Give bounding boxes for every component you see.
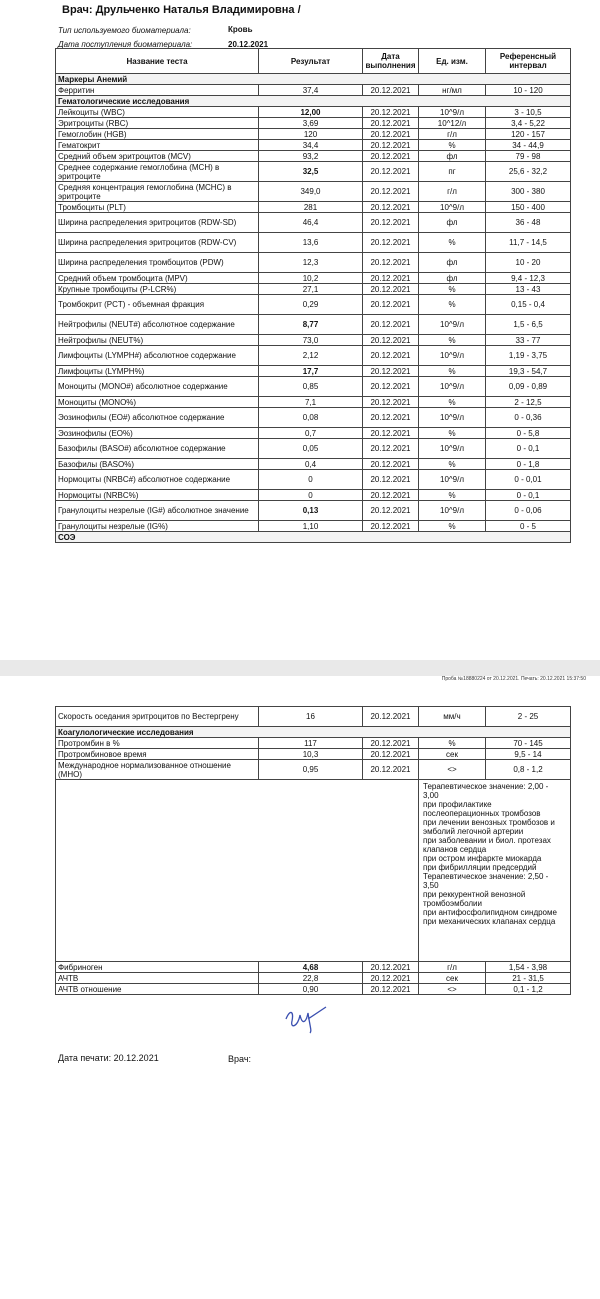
result-value: 4,68 [259, 962, 363, 973]
column-header-date: Дата выполнения [363, 49, 419, 74]
table-row [56, 760, 571, 780]
table-row [56, 984, 571, 995]
reference-interval: 0 - 5,8 [486, 428, 571, 439]
section-row [56, 727, 571, 738]
test-name: Моноциты (MONO#) абсолютное содержание [56, 377, 259, 397]
reference-interval: 300 - 380 [486, 182, 571, 202]
section-title: СОЭ [56, 532, 571, 543]
unit: пг [419, 162, 486, 182]
test-name: Средний объем эритроцитов (MCV) [56, 151, 259, 162]
table-row [56, 738, 571, 749]
completion-date: 20.12.2021 [363, 470, 419, 490]
reference-interval: 0,09 - 0,89 [486, 377, 571, 397]
received-date-label: Дата поступления биоматериала: [58, 40, 193, 49]
unit: % [419, 366, 486, 377]
completion-date: 20.12.2021 [363, 273, 419, 284]
reference-interval: 1,54 - 3,98 [486, 962, 571, 973]
unit: фл [419, 213, 486, 233]
result-value: 2,12 [259, 346, 363, 366]
results-table-page-2 [55, 706, 571, 995]
unit: <> [419, 760, 486, 780]
unit: 10^9/л [419, 107, 486, 118]
reference-interval: 0 - 0,06 [486, 501, 571, 521]
completion-date: 20.12.2021 [363, 490, 419, 501]
table-row [56, 129, 571, 140]
column-header-name: Название теста [56, 49, 259, 74]
biomaterial-value: Кровь [228, 25, 253, 34]
test-name: Нормоциты (NRBC%) [56, 490, 259, 501]
table-row [56, 118, 571, 129]
reference-interval: 21 - 31,5 [486, 973, 571, 984]
reference-interval: 79 - 98 [486, 151, 571, 162]
reference-interval: 1,5 - 6,5 [486, 315, 571, 335]
table-row [56, 213, 571, 233]
result-value: 32,5 [259, 162, 363, 182]
completion-date: 20.12.2021 [363, 233, 419, 253]
result-value: 120 [259, 129, 363, 140]
unit: фл [419, 273, 486, 284]
therapeutic-note: Терапевтическое значение: 2,00 - 3,00 при профилактике послеоперационных тромбозов при лечении венозных тромбозов и эмболий легочной артерии при заболевании и биол. протезах клапанов сердца при остром инфаркте миокарда при фибрилляции предсердий Терапевтическое значение: 2,50 - 3,50 при реккурентной венозной тромбоэмболии при антифосфолипидном синдроме при механических клапанах сердца [419, 780, 571, 962]
completion-date: 20.12.2021 [363, 521, 419, 532]
unit: % [419, 490, 486, 501]
column-header-ref: Референсный интервал [486, 49, 571, 74]
result-value: 1,10 [259, 521, 363, 532]
unit: 10^9/л [419, 408, 486, 428]
result-value: 16 [259, 707, 363, 727]
test-name: Протромбиновое время [56, 749, 259, 760]
unit: <> [419, 984, 486, 995]
test-name: Тромбокрит (PCT) - объемная фракция [56, 295, 259, 315]
test-name: Гранулоциты незрелые (IG#) абсолютное значение [56, 501, 259, 521]
unit: 10^9/л [419, 315, 486, 335]
result-value: 0,95 [259, 760, 363, 780]
completion-date: 20.12.2021 [363, 151, 419, 162]
column-header-unit: Ед. изм. [419, 49, 486, 74]
reference-interval: 1,19 - 3,75 [486, 346, 571, 366]
test-name: Тромбоциты (PLT) [56, 202, 259, 213]
reference-interval: 9,4 - 12,3 [486, 273, 571, 284]
completion-date: 20.12.2021 [363, 182, 419, 202]
test-name: Ширина распределения эритроцитов (RDW-CV) [56, 233, 259, 253]
table-row [56, 85, 571, 96]
result-value: 0,08 [259, 408, 363, 428]
table-row [56, 162, 571, 182]
section-title: Маркеры Анемий [56, 74, 571, 85]
result-value: 281 [259, 202, 363, 213]
completion-date: 20.12.2021 [363, 284, 419, 295]
table-header-row [56, 49, 571, 74]
completion-date: 20.12.2021 [363, 129, 419, 140]
completion-date: 20.12.2021 [363, 428, 419, 439]
result-value: 17,7 [259, 366, 363, 377]
test-name: Международное нормализованное отношение (МНО) [56, 760, 259, 780]
reference-interval: 34 - 44,9 [486, 140, 571, 151]
result-value: 46,4 [259, 213, 363, 233]
reference-interval: 10 - 120 [486, 85, 571, 96]
test-name: АЧТВ [56, 973, 259, 984]
unit: % [419, 335, 486, 346]
unit: 10^9/л [419, 501, 486, 521]
completion-date: 20.12.2021 [363, 107, 419, 118]
test-name: Базофилы (BASO#) абсолютное содержание [56, 439, 259, 459]
reference-interval: 0 - 0,01 [486, 470, 571, 490]
table-row [56, 335, 571, 346]
completion-date: 20.12.2021 [363, 162, 419, 182]
table-row [56, 707, 571, 727]
reference-interval: 0,15 - 0,4 [486, 295, 571, 315]
reference-interval: 150 - 400 [486, 202, 571, 213]
result-value: 22,8 [259, 973, 363, 984]
test-name: Фибриноген [56, 962, 259, 973]
completion-date: 20.12.2021 [363, 202, 419, 213]
unit: сек [419, 749, 486, 760]
completion-date: 20.12.2021 [363, 984, 419, 995]
completion-date: 20.12.2021 [363, 760, 419, 780]
result-value: 93,2 [259, 151, 363, 162]
unit: % [419, 397, 486, 408]
result-value: 0,7 [259, 428, 363, 439]
unit: % [419, 521, 486, 532]
unit: % [419, 295, 486, 315]
unit: 10^9/л [419, 470, 486, 490]
completion-date: 20.12.2021 [363, 962, 419, 973]
reference-interval: 0 - 0,1 [486, 490, 571, 501]
table-row [56, 470, 571, 490]
biomaterial-label: Тип используемого биоматериала: [58, 26, 191, 35]
completion-date: 20.12.2021 [363, 295, 419, 315]
received-date-value: 20.12.2021 [228, 40, 269, 49]
reference-interval: 0,8 - 1,2 [486, 760, 571, 780]
unit: 10^12/л [419, 118, 486, 129]
note-spacer [56, 780, 419, 962]
unit: % [419, 459, 486, 470]
result-value: 0,90 [259, 984, 363, 995]
reference-interval: 25,6 - 32,2 [486, 162, 571, 182]
reference-interval: 70 - 145 [486, 738, 571, 749]
section-row [56, 96, 571, 107]
completion-date: 20.12.2021 [363, 749, 419, 760]
completion-date: 20.12.2021 [363, 335, 419, 346]
test-name: Среднее содержание гемоглобина (MCH) в эритроците [56, 162, 259, 182]
section-row [56, 532, 571, 543]
unit: 10^9/л [419, 439, 486, 459]
reference-interval: 2 - 25 [486, 707, 571, 727]
test-name: Ширина распределения эритроцитов (RDW-SD) [56, 213, 259, 233]
section-title: Гематологические исследования [56, 96, 571, 107]
reference-interval: 3,4 - 5,22 [486, 118, 571, 129]
test-name: Эозинофилы (EO%) [56, 428, 259, 439]
table-row [56, 107, 571, 118]
table-row [56, 182, 571, 202]
result-value: 12,00 [259, 107, 363, 118]
test-name: Крупные тромбоциты (P-LCR%) [56, 284, 259, 295]
test-name: АЧТВ отношение [56, 984, 259, 995]
result-value: 0,85 [259, 377, 363, 397]
completion-date: 20.12.2021 [363, 85, 419, 96]
completion-date: 20.12.2021 [363, 738, 419, 749]
test-name: Моноциты (MONO%) [56, 397, 259, 408]
unit: г/л [419, 129, 486, 140]
table-row [56, 490, 571, 501]
test-name: Лейкоциты (WBC) [56, 107, 259, 118]
table-row [56, 202, 571, 213]
test-name: Гранулоциты незрелые (IG%) [56, 521, 259, 532]
unit: 10^9/л [419, 346, 486, 366]
table-row [56, 284, 571, 295]
result-value: 27,1 [259, 284, 363, 295]
result-value: 73,0 [259, 335, 363, 346]
probe-line: Проба №18880224 от 20.12.2021. Печать: 20.12.2021 15:37:50 [441, 676, 586, 682]
table-row [56, 962, 571, 973]
completion-date: 20.12.2021 [363, 140, 419, 151]
reference-interval: 13 - 43 [486, 284, 571, 295]
table-row [56, 459, 571, 470]
result-value: 349,0 [259, 182, 363, 202]
table-row [56, 366, 571, 377]
test-name: Средняя концентрация гемоглобина (MCHC) в эритроците [56, 182, 259, 202]
completion-date: 20.12.2021 [363, 397, 419, 408]
reference-interval: 0 - 1,8 [486, 459, 571, 470]
section-title: Коагулологические исследования [56, 727, 571, 738]
completion-date: 20.12.2021 [363, 408, 419, 428]
table-row [56, 253, 571, 273]
reference-interval: 0,1 - 1,2 [486, 984, 571, 995]
result-value: 7,1 [259, 397, 363, 408]
doctor-name: Врач: Друльченко Наталья Владимировна / [62, 4, 301, 16]
test-name: Лимфоциты (LYMPH%) [56, 366, 259, 377]
table-row [56, 973, 571, 984]
unit: % [419, 284, 486, 295]
unit: фл [419, 253, 486, 273]
signature-icon [280, 1001, 330, 1035]
result-value: 13,6 [259, 233, 363, 253]
reference-interval: 0 - 0,1 [486, 439, 571, 459]
result-value: 3,69 [259, 118, 363, 129]
unit: 10^9/л [419, 377, 486, 397]
reference-interval: 36 - 48 [486, 213, 571, 233]
test-name: Нормоциты (NRBC#) абсолютное содержание [56, 470, 259, 490]
table-row [56, 140, 571, 151]
completion-date: 20.12.2021 [363, 118, 419, 129]
unit: % [419, 428, 486, 439]
test-name: Нейтрофилы (NEUT#) абсолютное содержание [56, 315, 259, 335]
result-value: 8,77 [259, 315, 363, 335]
completion-date: 20.12.2021 [363, 315, 419, 335]
test-name: Средний объем тромбоцита (MPV) [56, 273, 259, 284]
unit: нг/мл [419, 85, 486, 96]
unit: % [419, 140, 486, 151]
result-value: 10,3 [259, 749, 363, 760]
completion-date: 20.12.2021 [363, 707, 419, 727]
therapeutic-note-row [56, 780, 571, 962]
completion-date: 20.12.2021 [363, 459, 419, 470]
table-row [56, 346, 571, 366]
doctor-label: Врач: [228, 1054, 252, 1064]
section-row [56, 74, 571, 85]
test-name: Лимфоциты (LYMPH#) абсолютное содержание [56, 346, 259, 366]
results-table-page-1 [55, 48, 571, 543]
table-row [56, 151, 571, 162]
completion-date: 20.12.2021 [363, 213, 419, 233]
result-value: 37,4 [259, 85, 363, 96]
table-row [56, 521, 571, 532]
reference-interval: 9,5 - 14 [486, 749, 571, 760]
unit: % [419, 233, 486, 253]
table-row [56, 273, 571, 284]
unit: 10^9/л [419, 202, 486, 213]
table-row [56, 295, 571, 315]
reference-interval: 0 - 0,36 [486, 408, 571, 428]
result-value: 0,13 [259, 501, 363, 521]
table-row [56, 377, 571, 397]
test-name: Гемоглобин (HGB) [56, 129, 259, 140]
unit: сек [419, 973, 486, 984]
test-name: Ширина распределения тромбоцитов (PDW) [56, 253, 259, 273]
completion-date: 20.12.2021 [363, 377, 419, 397]
table-row [56, 233, 571, 253]
unit: г/л [419, 962, 486, 973]
table-row [56, 428, 571, 439]
result-value: 0,4 [259, 459, 363, 470]
result-value: 117 [259, 738, 363, 749]
reference-interval: 0 - 5 [486, 521, 571, 532]
reference-interval: 10 - 20 [486, 253, 571, 273]
column-header-result: Результат [259, 49, 363, 74]
test-name: Нейтрофилы (NEUT%) [56, 335, 259, 346]
reference-interval: 11,7 - 14,5 [486, 233, 571, 253]
completion-date: 20.12.2021 [363, 366, 419, 377]
table-row [56, 501, 571, 521]
result-value: 0,05 [259, 439, 363, 459]
result-value: 10,2 [259, 273, 363, 284]
test-name: Скорость оседания эритроцитов по Вестергрену [56, 707, 259, 727]
test-name: Эозинофилы (EO#) абсолютное содержание [56, 408, 259, 428]
table-row [56, 439, 571, 459]
result-value: 0 [259, 490, 363, 501]
test-name: Ферритин [56, 85, 259, 96]
reference-interval: 2 - 12,5 [486, 397, 571, 408]
unit: % [419, 738, 486, 749]
result-value: 12,3 [259, 253, 363, 273]
unit: мм/ч [419, 707, 486, 727]
test-name: Гематокрит [56, 140, 259, 151]
completion-date: 20.12.2021 [363, 501, 419, 521]
unit: фл [419, 151, 486, 162]
reference-interval: 19,3 - 54,7 [486, 366, 571, 377]
print-date: Дата печати: 20.12.2021 [58, 1053, 159, 1063]
completion-date: 20.12.2021 [363, 253, 419, 273]
test-name: Базофилы (BASO%) [56, 459, 259, 470]
page-break [0, 660, 600, 676]
completion-date: 20.12.2021 [363, 973, 419, 984]
table-row [56, 315, 571, 335]
completion-date: 20.12.2021 [363, 346, 419, 366]
unit: г/л [419, 182, 486, 202]
test-name: Протромбин в % [56, 738, 259, 749]
table-row [56, 749, 571, 760]
result-value: 0,29 [259, 295, 363, 315]
result-value: 0 [259, 470, 363, 490]
reference-interval: 3 - 10,5 [486, 107, 571, 118]
table-row [56, 397, 571, 408]
reference-interval: 33 - 77 [486, 335, 571, 346]
report-page-2 [0, 676, 600, 1299]
completion-date: 20.12.2021 [363, 439, 419, 459]
reference-interval: 120 - 157 [486, 129, 571, 140]
result-value: 34,4 [259, 140, 363, 151]
table-row [56, 408, 571, 428]
test-name: Эритроциты (RBC) [56, 118, 259, 129]
